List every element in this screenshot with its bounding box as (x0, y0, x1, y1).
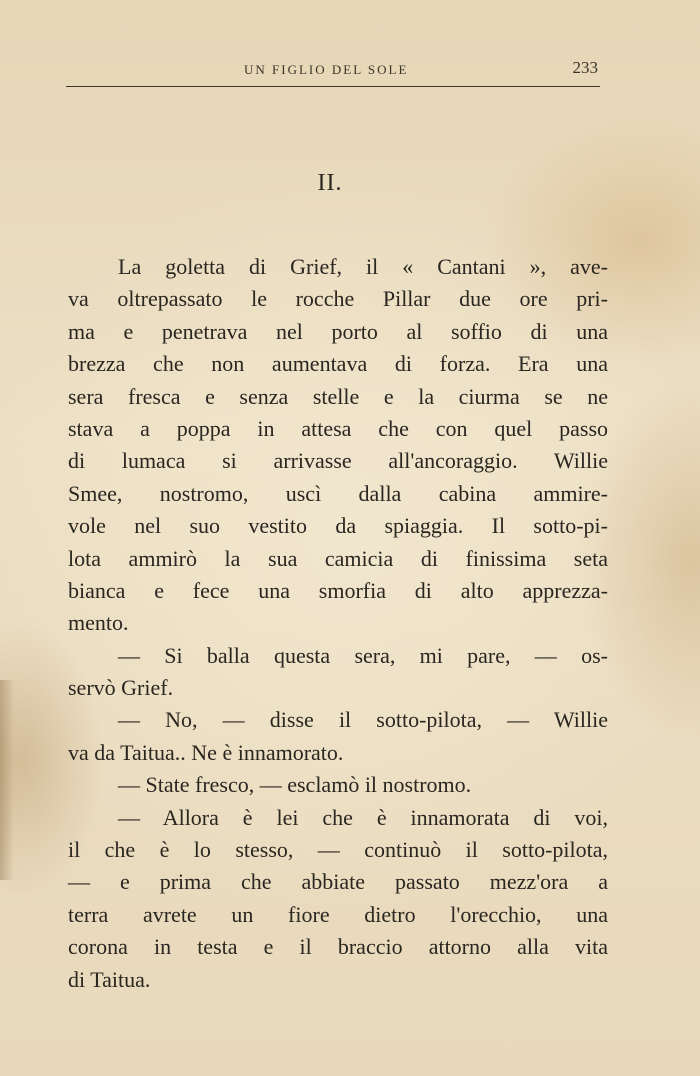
text-line: va da Taitua.. Ne è innamorato. (68, 739, 344, 765)
text-line: bianca e fece una smorfia di alto apprezza- (68, 577, 608, 603)
text-line: servò Grief. (68, 675, 174, 701)
text-line: di Taitua. (68, 966, 151, 992)
text-line: — Allora è lei che è innamorata di voi, (118, 804, 608, 830)
text-line: il che è lo stesso, — continuò il sotto-pilota, (68, 837, 608, 863)
text-line: mento. (68, 610, 129, 636)
text-line: Smee, nostromo, uscì dalla cabina ammire- (68, 480, 608, 506)
text-line: — Si balla questa sera, mi pare, — os- (118, 642, 608, 668)
text-line: terra avrete un fiore dietro l'orecchio, una (68, 901, 608, 927)
text-line: corona in testa e il braccio attorno alla vita (68, 934, 608, 960)
page-edge-shadow (0, 680, 14, 880)
body-text (68, 251, 608, 996)
text-line: — e prima che abbiate passato mezz'ora a (68, 869, 608, 895)
text-line: — State fresco, — esclamò il nostromo. (118, 772, 472, 798)
text-line: — No, — disse il sotto-pilota, — Willie (118, 707, 608, 733)
text-line: La goletta di Grief, il « Cantani », ave- (118, 254, 608, 279)
running-title: UN FIGLIO DEL SOLE (244, 62, 409, 77)
text-line: va oltrepassato le rocche Pillar due ore pri- (68, 286, 608, 312)
running-head (66, 58, 600, 88)
page-number: 233 (572, 58, 598, 77)
text-line: stava a poppa in attesa che con quel passo (68, 415, 608, 441)
text-line: lota ammirò la sua camicia di finissima seta (68, 545, 608, 571)
chapter-heading: II. (317, 170, 343, 196)
text-line: di lumaca si arrivasse all'ancoraggio. Willie (68, 448, 608, 474)
header-rule (66, 86, 600, 87)
text-line: ma e penetrava nel porto al soffio di una (68, 318, 608, 344)
text-line: brezza che non aumentava di forza. Era una (68, 351, 608, 377)
text-line: sera fresca e senza stelle e la ciurma se ne (68, 383, 608, 409)
text-line: vole nel suo vestito da spiaggia. Il sotto-pi- (68, 513, 608, 539)
